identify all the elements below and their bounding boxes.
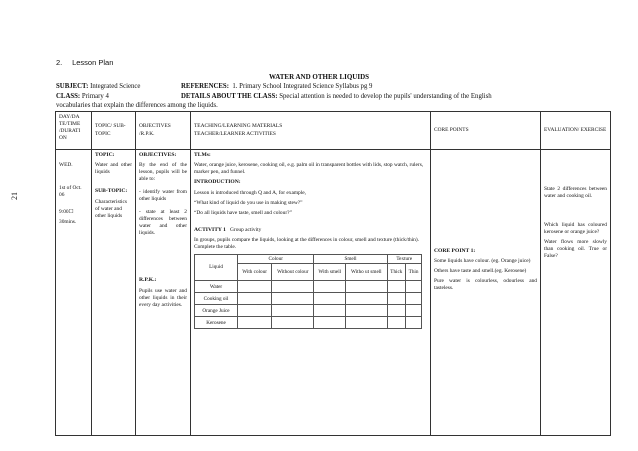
references-label: REFERENCES: (181, 83, 229, 90)
topic-cell (92, 150, 136, 436)
activity-text: In groups, pupils compare the liquids, looking at the differences in colour, smell and texture (thick/thin). Complete the table. (194, 236, 419, 250)
class-line (56, 93, 492, 100)
document-title: WATER AND OTHER LIQUIDS (268, 73, 370, 81)
liquid-name: Orange Juice (195, 305, 238, 317)
with-colour-header: With colour (238, 264, 272, 281)
core-point-label: CORE POINT 1: (434, 248, 476, 254)
objectives-intro: By the end of the lesson, pupils will be able to: (139, 162, 187, 183)
page-number: 21 (10, 192, 19, 200)
table-row (195, 317, 422, 329)
evaluation-1: State 2 differences between water and cooking oil. (544, 186, 607, 200)
colour-header: Colour (238, 254, 314, 264)
heading-text: Lesson Plan (72, 58, 114, 67)
liquid-name: Kerosene (195, 317, 238, 329)
header-activities (191, 112, 431, 150)
table-row (195, 281, 422, 293)
evaluation-2: Which liquid has coloured kerosene or orange juice? (544, 222, 607, 236)
objective-2: - state at least 2 differences between water and other liquids. (139, 209, 187, 237)
header-teacher-activities: TEACHER/LEARNER ACTIVITIES (194, 130, 276, 137)
objective-1: - identify water from other liquids (139, 189, 187, 203)
introduction-text: Lesson is introduced through Q and A, for example, (194, 189, 306, 196)
without-smell-header: Witho ut smell (346, 264, 387, 281)
subtopic-value: Characteristics of water and other liquids (95, 198, 128, 219)
details-label: DETAILS ABOUT THE CLASS: (181, 93, 278, 100)
comparison-table (194, 254, 422, 330)
texture-header: Texture (387, 254, 421, 264)
header-core-points: CORE POINTS (431, 112, 541, 150)
core-point-text-1: Some liquids have colour. (eg. Orange juice) (434, 258, 531, 265)
introduction-label: INTRODUCTION: (194, 179, 241, 186)
rpk-label: R.P.K.: (139, 277, 157, 284)
tlms-label: TLMs: (194, 152, 211, 158)
activity-title: Group activity (230, 226, 262, 233)
content-row (56, 150, 611, 436)
without-colour-header: Without colour (272, 264, 314, 281)
heading-number: 2. (56, 58, 63, 67)
subtopic-label: SUB-TOPIC: (95, 188, 128, 195)
header-objectives: OBJECTIVES /R.P.K. (136, 112, 191, 150)
table-row (195, 305, 422, 317)
lesson-plan-table (55, 111, 611, 436)
subject-value: Integrated Science (90, 83, 141, 90)
references (181, 83, 372, 90)
header-evaluation: EVALUATION/ EXERCISE (541, 112, 611, 150)
topic-value: Water and other liquids (95, 162, 132, 176)
time: 9:00☐ (59, 209, 74, 216)
liquid-name: Water (195, 281, 238, 293)
with-smell-header: With smell (314, 264, 346, 281)
table-row (195, 293, 422, 305)
objectives-label: OBJECTIVES: (139, 152, 177, 158)
activities-cell (191, 150, 431, 436)
class-label: CLASS: (56, 93, 81, 100)
core-point-text-2: Others have taste and smell.(eg. Kerosene) (434, 268, 527, 275)
rpk-value: Pupils use water and other liquids in their every day activities. (139, 287, 187, 308)
activity-label: ACTIVITY 1 (194, 226, 226, 233)
liquid-name: Cooking oil (195, 293, 238, 305)
header-topic: TOPIC/ SUB-TOPIC (92, 112, 136, 150)
date: 1st of Oct. 06 (59, 185, 82, 199)
header-materials: TEACHING/LEARNING MATERIALS (194, 123, 283, 130)
introduction-question-2: “Do all liquids have taste, smell and colour?” (194, 209, 292, 216)
class-value: Primary 4 (81, 93, 109, 100)
subject-line (56, 83, 373, 90)
details-continued: vocabularies that explain the differences among the liquids. (56, 102, 218, 109)
day: WED. (59, 162, 73, 168)
objectives-cell (136, 150, 191, 436)
references-value: 1. Primary School Integrated Science Syllabus pg 9 (232, 83, 373, 90)
day-cell (56, 150, 92, 436)
evaluation-3: Water flows more slowly than cooking oil. True or False? (544, 239, 607, 260)
core-points-cell (431, 150, 541, 436)
introduction-question-1: “What kind of liquid do you use in making stew?” (194, 199, 303, 206)
evaluation-cell (541, 150, 611, 436)
section-heading (56, 58, 113, 67)
details-value: Special attention is needed to develop the pupils' understanding of the English (279, 93, 492, 100)
subject-label: SUBJECT: (56, 83, 89, 90)
thick-header: Thick (387, 264, 406, 281)
core-point-text-3: Pure water is colourless, odourless and tasteless. (434, 278, 537, 292)
smell-header: Smell (314, 254, 387, 264)
header-day: DAY/DA TE/TIME /DURATI ON (56, 112, 92, 150)
header-row (56, 112, 611, 150)
tlms-value: Water, orange juice, kerosene, cooking oil, e.g. palm oil in transparent bottles with lids, stop watch, rulers, marker pen, and funnel. (194, 162, 424, 176)
duration: 30mins. (59, 219, 77, 226)
liquid-header: Liquid (195, 254, 238, 281)
topic-label: TOPIC: (95, 152, 115, 158)
thin-header: Thin (406, 264, 422, 281)
details (181, 93, 492, 100)
